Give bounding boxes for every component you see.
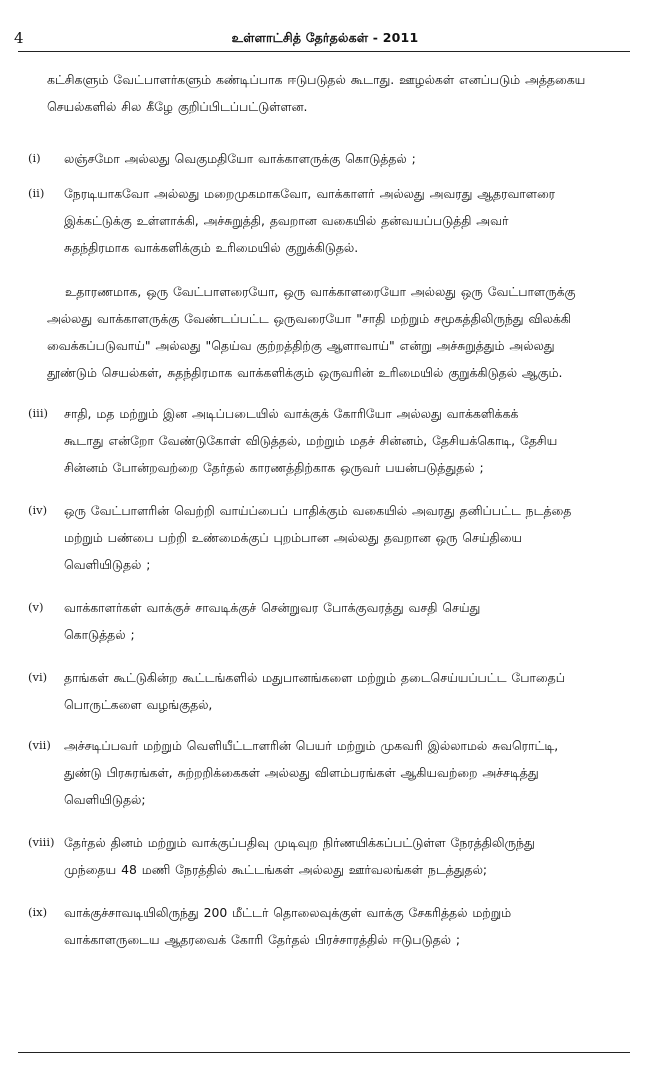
item-text xyxy=(64,497,616,578)
example-line: வைக்கப்படுவாய்" அல்லது "தெய்வ குற்றத்திற்கு ஆளாவாய்" என்று அச்சுறுத்தும் அல்லது xyxy=(47,338,555,353)
list-item-ix xyxy=(28,899,616,953)
item-text xyxy=(64,664,616,718)
example-paragraph xyxy=(47,278,613,386)
item-text xyxy=(64,594,616,648)
item-line: சின்னம் போன்றவற்றை தேர்தல் காரணத்திற்காக ஒருவர் பயன்படுத்துதல் ; xyxy=(64,460,484,475)
item-number: (v) xyxy=(28,600,44,614)
list-item-v xyxy=(28,594,616,648)
list-item-vii xyxy=(28,732,616,813)
item-line: வாக்குச்சாவடியிலிருந்து 200 மீட்டர் தொலைவுக்குள் வாக்கு சேகரித்தல் மற்றும் xyxy=(64,905,512,920)
item-line: லஞ்சமோ அல்லது வெகுமதியோ வாக்காளருக்கு கொடுத்தல் ; xyxy=(64,151,416,166)
item-number: (viii) xyxy=(28,835,55,849)
list-item-i xyxy=(28,145,616,172)
footer-rule xyxy=(18,1052,630,1053)
page-title: உள்ளாட்சித் தேர்தல்கள் - 2011 xyxy=(231,30,419,45)
item-line: மற்றும் பண்பை பற்றி உண்மைக்குப் புறம்பான அல்லது தவறான ஒரு செய்தியை xyxy=(64,530,523,545)
example-line: அல்லது வாக்காளருக்கு வேண்டப்பட்ட ஒருவரையோ "சாதி மற்றும் சமூகத்திலிருந்து விலக்கி xyxy=(47,311,571,326)
item-number: (iv) xyxy=(28,503,48,517)
example-line: தூண்டும் செயல்கள், சுதந்திரமாக வாக்களிக்கும் ஒருவரின் உரிமையில் குறுக்கிடுதல் ஆகும். xyxy=(47,365,563,380)
item-text xyxy=(64,180,616,261)
item-number: (ix) xyxy=(28,905,48,919)
list-item-iv xyxy=(28,497,616,578)
item-text xyxy=(64,899,616,953)
item-number: (i) xyxy=(28,151,41,165)
item-line: தாங்கள் கூட்டுகின்ற கூட்டங்களில் மதுபானங்களை மற்றும் தடைசெய்யப்பட்ட போதைப் xyxy=(64,670,565,685)
item-line: முந்தைய 48 மணி நேரத்தில் கூட்டங்கள் அல்லது ஊர்வலங்கள் நடத்துதல்; xyxy=(64,862,488,877)
item-line: பொருட்களை வழங்குதல், xyxy=(64,697,213,712)
item-line: வெளியிடுதல் ; xyxy=(64,557,151,572)
item-line: வெளியிடுதல்; xyxy=(64,792,146,807)
example-line: உதாரணமாக, ஒரு வேட்பாளரையோ, ஒரு வாக்காளரையோ அல்லது ஒரு வேட்பாளருக்கு xyxy=(65,284,576,299)
item-line: நேரடியாகவோ அல்லது மறைமுகமாகவோ, வாக்காளர் அல்லது அவரது ஆதரவாளரை xyxy=(64,186,556,201)
item-number: (vi) xyxy=(28,670,48,684)
item-number: (ii) xyxy=(28,186,45,200)
item-line: துண்டு பிரசுரங்கள், சுற்றறிக்கைகள் அல்லது விளம்பரங்கள் ஆகியவற்றை அச்சடித்து xyxy=(64,765,539,780)
item-line: இக்கட்டுக்கு உள்ளாக்கி, அச்சுறுத்தி, தவறான வகையில் தன்வயப்படுத்தி அவர் xyxy=(64,213,509,228)
header-rule xyxy=(18,51,630,52)
item-line: சாதி, மத மற்றும் இன அடிப்படையில் வாக்குக் கோரியோ அல்லது வாக்களிக்கக் xyxy=(64,406,519,421)
list-item-ii xyxy=(28,180,616,261)
item-line: வாக்காளர்கள் வாக்குச் சாவடிக்குச் சென்றுவர போக்குவரத்து வசதி செய்து xyxy=(64,600,481,615)
item-line: ஒரு வேட்பாளரின் வெற்றி வாய்ப்பைப் பாதிக்கும் வகையில் அவரது தனிப்பட்ட நடத்தை xyxy=(64,503,572,518)
intro-line: செயல்களில் சில கீழே குறிப்பிடப்பட்டுள்ளன. xyxy=(47,99,308,114)
item-text xyxy=(64,829,616,883)
intro-paragraph xyxy=(47,66,613,120)
item-line: கொடுத்தல் ; xyxy=(64,627,135,642)
item-number: (vii) xyxy=(28,738,51,752)
item-line: கூடாது என்றோ வேண்டுகோள் விடுத்தல், மற்றும் மதச் சின்னம், தேசியக்கொடி, தேசிய xyxy=(64,433,558,448)
list-item-iii xyxy=(28,400,616,481)
item-line: தேர்தல் தினம் மற்றும் வாக்குப்பதிவு முடிவுற நிர்ணயிக்கப்பட்டுள்ள நேரத்திலிருந்து xyxy=(64,835,535,850)
intro-line: கட்சிகளும் வேட்பாளர்களும் கண்டிப்பாக ஈடுபடுதல் கூடாது. ஊழல்கள் எனப்படும் அத்தகைய xyxy=(47,72,586,87)
page-number: 4 xyxy=(14,29,24,47)
item-text xyxy=(64,400,616,481)
item-text xyxy=(64,145,616,172)
item-line: அச்சடிப்பவர் மற்றும் வெளியீட்டாளரின் பெயர் மற்றும் முகவரி இல்லாமல் சுவரொட்டி, xyxy=(64,738,559,753)
list-item-vi xyxy=(28,664,616,718)
item-line: வாக்காளருடைய ஆதரவைக் கோரி தேர்தல் பிரச்சாரத்தில் ஈடுபடுதல் ; xyxy=(64,932,461,947)
item-number: (iii) xyxy=(28,406,49,420)
list-item-viii xyxy=(28,829,616,883)
item-line: சுதந்திரமாக வாக்களிக்கும் உரிமையில் குறுக்கிடுதல். xyxy=(64,240,359,255)
item-text xyxy=(64,732,616,813)
